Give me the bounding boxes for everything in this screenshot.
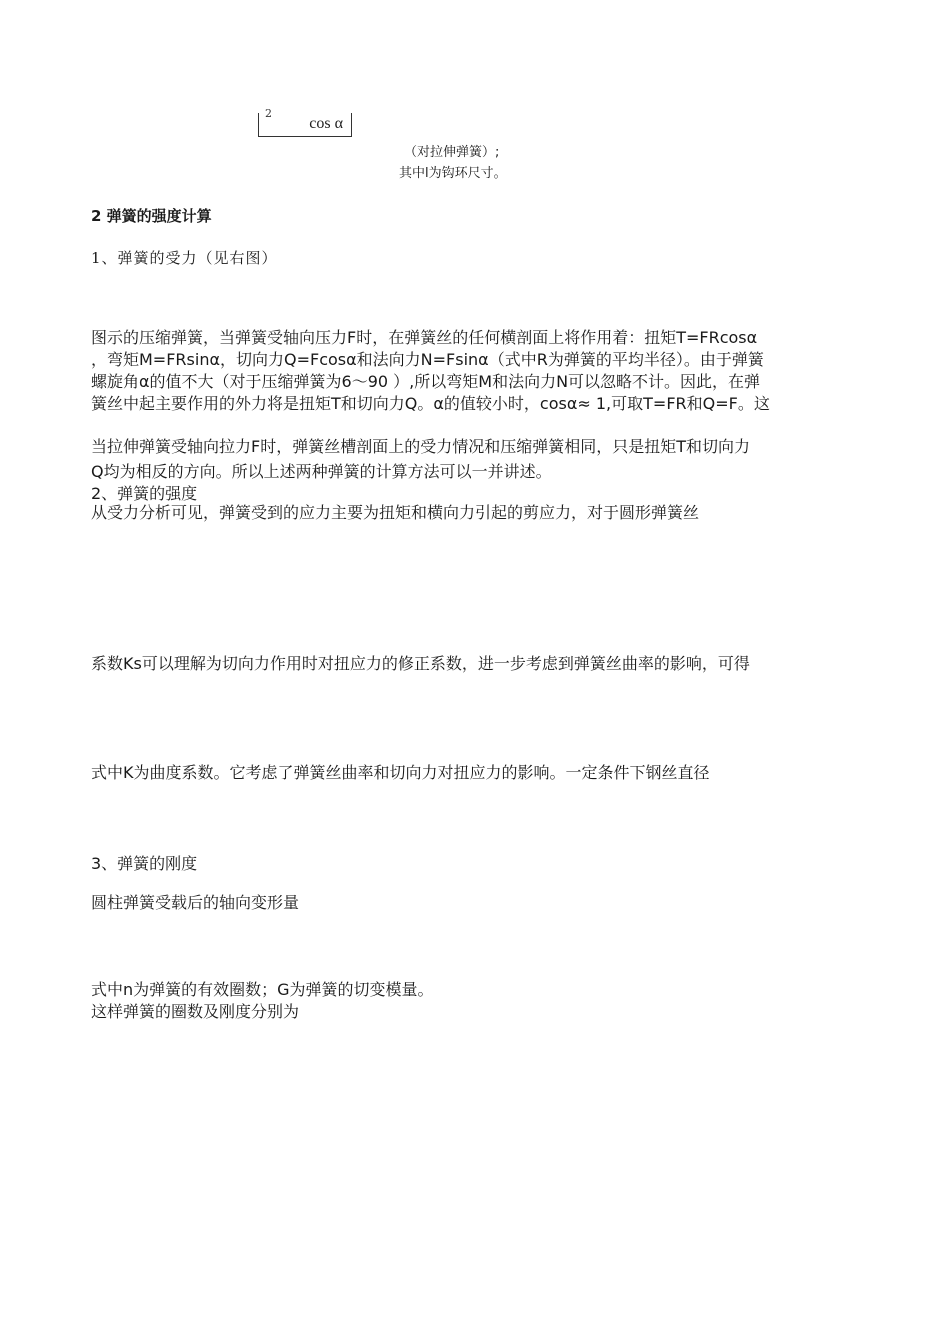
paragraph-line: ，弯矩M=FRsinα，切向力Q=Fcosα和法向力N=Fsinα（式中R为弹簧的平均半径）。由于弹簧 <box>91 350 764 369</box>
subheading-strength: 2、弹簧的强度 <box>91 484 198 503</box>
hook-dimension-note: 其中l为钩环尺寸。 <box>399 166 507 181</box>
paragraph-ks-coefficient: 系数Ks可以理解为切向力作用时对扭应力的修正系数，进一步考虑到弹簧丝曲率的影响，可得 <box>91 654 750 673</box>
paragraph-compression-force <box>91 327 826 415</box>
paragraph-line: 螺旋角α的值不大（对于压缩弹簧为6～90 ）,所以弯矩M和法向力N可以忽略不计。因此，在弹 <box>91 372 761 391</box>
paragraph-line: 图示的压缩弹簧，当弹簧受轴向压力F时，在弹簧丝的任何横剖面上将作用着：扭矩T=FRcosα <box>91 328 758 347</box>
paragraph-shear-stress: 从受力分析可见，弹簧受到的应力主要为扭矩和横向力引起的剪应力，对于圆形弹簧丝 <box>91 503 700 522</box>
formula-cos-alpha: cos α <box>309 115 343 132</box>
formula-fragment-text: 2 <box>265 107 272 120</box>
section-heading-strength: 2 弹簧的强度计算 <box>91 207 212 225</box>
paragraph-line: 簧丝中起主要作用的外力将是扭矩T和切向力Q。α的值较小时，cosα≈ 1,可取T=FR和Q=F。这 <box>91 394 770 413</box>
tension-spring-note: （对拉伸弹簧）; <box>404 145 500 160</box>
paragraph-axial-deformation: 圆柱弹簧受载后的轴向变形量 <box>91 893 300 912</box>
paragraph-curvature-coefficient: 式中K为曲度系数。它考虑了弹簧丝曲率和切向力对扭应力的影响。一定条件下钢丝直径 <box>91 763 710 782</box>
subheading-force: 1、弹簧的受力（见右图） <box>91 249 278 267</box>
formula-image-fragment <box>258 107 352 137</box>
subheading-stiffness: 3、弹簧的刚度 <box>91 854 198 873</box>
paragraph-tension-force <box>91 434 826 484</box>
paragraph-coils-modulus: 式中n为弹簧的有效圈数；G为弹簧的切变模量。 <box>91 980 434 999</box>
paragraph-line: 当拉伸弹簧受轴向拉力F时，弹簧丝槽剖面上的受力情况和压缩弹簧相同，只是扭矩T和切向力 <box>91 437 750 456</box>
paragraph-coils-stiffness: 这样弹簧的圈数及刚度分别为 <box>91 1002 300 1021</box>
paragraph-line: Q均为相反的方向。所以上述两种弹簧的计算方法可以一并讲述。 <box>91 462 552 481</box>
